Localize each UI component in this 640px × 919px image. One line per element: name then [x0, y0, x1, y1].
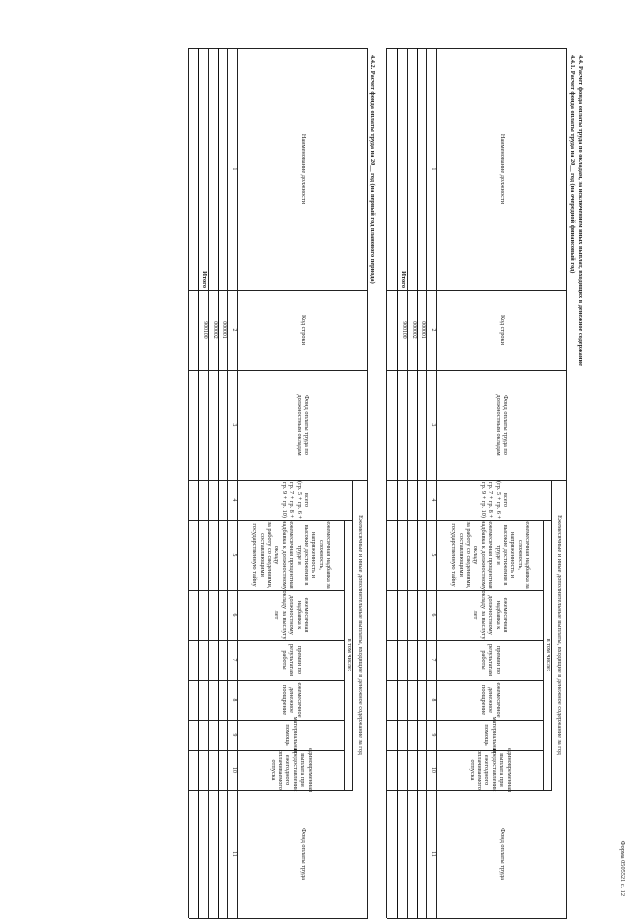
header-col6: ежемесячная надбавка к должностному окладу за выслугу лет [273, 590, 311, 640]
colnum-5: 5 [230, 553, 237, 557]
header-col10: единовременная выплата при предоставлении ежегодного оплачиваемого отпуска [468, 748, 513, 792]
row-code: 000001 [420, 321, 427, 339]
total-code: 900100 [400, 321, 407, 339]
colnum-2: 2 [429, 328, 436, 332]
total-code: 900100 [201, 321, 208, 339]
header-monthly-group: Ежемесячные и иные дополнительные выплаты, входящие в денежное содержание за год [357, 515, 365, 755]
header-col11: Фонд оплаты труда [498, 828, 506, 880]
total-label: Итого [399, 271, 407, 288]
colnum-10: 10 [429, 767, 436, 773]
header-col5: ежемесячная надбавка за сложность, напряженность и высокие достижения в труде и ежемесячная процентная надбавка к должностному окладу за работу со сведениями, составляющими государственную тайну [251, 520, 333, 590]
colnum-6: 6 [230, 613, 237, 617]
colnum-1: 1 [230, 167, 237, 171]
colnum-11: 11 [230, 851, 237, 857]
header-col9: материальная помощь [284, 716, 299, 754]
row-code: 000002 [211, 321, 218, 339]
header-including: в том числе: [345, 638, 353, 672]
header-col7: премии по результатам работы [280, 643, 303, 677]
table2-title: 4.4.2. Расчет фонда оплаты труда на 20__ год (на первый год планового периода) [369, 55, 376, 284]
header-col8: ежемесячное денежное поощрение [479, 682, 502, 718]
colnum-4: 4 [429, 498, 436, 502]
header-including: в том числе: [544, 638, 552, 672]
colnum-1: 1 [429, 167, 436, 171]
colnum-9: 9 [230, 733, 237, 737]
row-code: 000001 [221, 321, 228, 339]
row-code: 000002 [410, 321, 417, 339]
header-total: всего (гр. 5 + гр. 6 + гр. 7 + гр. 8 + гр. 9 + гр. 10) [281, 481, 311, 519]
header-code: Код строки [299, 315, 307, 345]
header-col8: ежемесячное денежное поощрение [280, 682, 303, 718]
colnum-8: 8 [230, 698, 237, 702]
header-col9: материальная помощь [483, 716, 498, 754]
colnum-8: 8 [429, 698, 436, 702]
header-position: Наименование должности [299, 133, 307, 205]
form-reference: Форма 0505521 с. 12 [619, 840, 626, 896]
colnum-9: 9 [429, 733, 436, 737]
colnum-10: 10 [230, 767, 237, 773]
header-col7: премии по результатам работы [479, 643, 502, 677]
total-label: Итого [200, 271, 208, 288]
colnum-3: 3 [429, 423, 436, 427]
header-col10: единовременная выплата при предоставлении ежегодного оплачиваемого отпуска [269, 748, 314, 792]
header-position: Наименование должности [498, 133, 506, 205]
colnum-7: 7 [429, 658, 436, 662]
colnum-5: 5 [429, 553, 436, 557]
header-total: всего (гр. 5 + гр. 6 + гр. 7 + гр. 8 + гр. 9 + гр. 10) [480, 481, 510, 519]
header-code: Код строки [498, 315, 506, 345]
colnum-7: 7 [230, 658, 237, 662]
colnum-11: 11 [429, 851, 436, 857]
section-title: 4.4. Расчет фонда оплаты труда по окладам, за исключением иных выплат, входящих в денежное содержание [577, 55, 584, 366]
header-col11: Фонд оплаты труда [299, 828, 307, 880]
header-col5: ежемесячная надбавка за сложность, напряженность и высокие достижения в труде и ежемесячная процентная надбавка к должностному окладу за работу со сведениями, составляющими государственную тайну [450, 520, 532, 590]
colnum-4: 4 [230, 498, 237, 502]
colnum-6: 6 [429, 613, 436, 617]
header-salary-fund: Фонд оплаты труда по должностным окладам [296, 394, 311, 456]
colnum-3: 3 [230, 423, 237, 427]
header-monthly-group: Ежемесячные и иные дополнительные выплаты, входящие в денежное содержание за год [556, 515, 564, 755]
colnum-2: 2 [230, 328, 237, 332]
header-col6: ежемесячная надбавка к должностному окладу за выслугу лет [472, 590, 510, 640]
header-salary-fund: Фонд оплаты труда по должностным окладам [495, 394, 510, 456]
table1-title: 4.4.1. Расчет фонда оплаты труда на 20__ год (на очередной финансовый год) [569, 55, 576, 274]
